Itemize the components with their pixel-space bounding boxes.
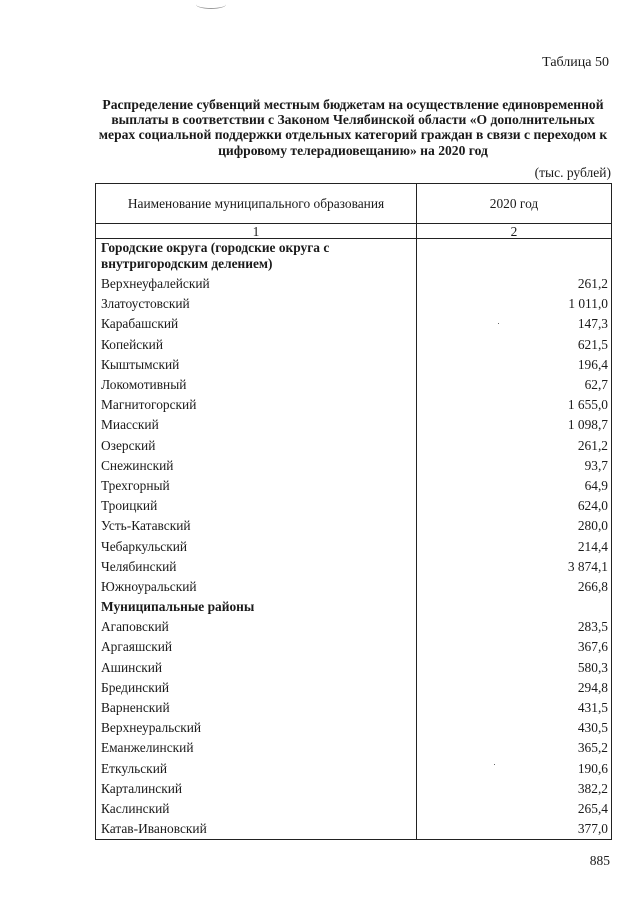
table-row	[96, 294, 612, 314]
subvention-value: 430,5	[417, 718, 612, 738]
scan-speck	[498, 323, 499, 324]
municipality-name: Верхнеуфалейский	[96, 274, 417, 294]
municipality-name: Агаповский	[96, 617, 417, 637]
subvention-value: 377,0	[417, 819, 612, 840]
municipality-name: Ашинский	[96, 658, 417, 678]
table-row	[96, 314, 612, 334]
table-row	[96, 395, 612, 415]
table-row	[96, 476, 612, 496]
table-row	[96, 759, 612, 779]
municipality-name: Еткульский	[96, 759, 417, 779]
section-header-row	[96, 597, 612, 617]
subvention-value: 265,4	[417, 799, 612, 819]
municipality-name: Трехгорный	[96, 476, 417, 496]
table-row	[96, 536, 612, 556]
table-row	[96, 698, 612, 718]
subvention-value: 261,2	[417, 436, 612, 456]
subvention-value: 147,3	[417, 314, 612, 334]
section-value-empty	[417, 597, 612, 617]
municipality-name: Брединский	[96, 678, 417, 698]
subvention-value: 214,4	[417, 536, 612, 556]
table-row	[96, 799, 612, 819]
table-row	[96, 637, 612, 657]
table-row	[96, 335, 612, 355]
subvention-value: 431,5	[417, 698, 612, 718]
municipality-name: Снежинский	[96, 456, 417, 476]
municipality-name: Златоустовский	[96, 294, 417, 314]
document-title: Распределение субвенций местным бюджетам на осуществление единовременной выплаты в соответствии с Законом Челябинской области «О дополнительных мерах социальной поддержки отдельных категорий граждан в связи с переходом к цифровому телерадиовещанию» на 2020 год	[98, 97, 608, 158]
municipality-name: Каслинский	[96, 799, 417, 819]
subvention-value: 196,4	[417, 355, 612, 375]
municipality-name: Озерский	[96, 436, 417, 456]
municipality-name: Копейский	[96, 335, 417, 355]
subvention-value: 283,5	[417, 617, 612, 637]
municipality-name: Усть-Катавский	[96, 516, 417, 536]
subvention-table	[95, 183, 612, 840]
municipality-name: Карабашский	[96, 314, 417, 334]
municipality-name: Карталинский	[96, 779, 417, 799]
subvention-value: 190,6	[417, 759, 612, 779]
table-row	[96, 496, 612, 516]
table-row	[96, 274, 612, 294]
table-row	[96, 617, 612, 637]
municipality-name: Кыштымский	[96, 355, 417, 375]
subvention-value: 621,5	[417, 335, 612, 355]
table-row	[96, 779, 612, 799]
section-header-row	[96, 239, 612, 275]
page-number: 885	[589, 853, 610, 868]
subvention-value: 93,7	[417, 456, 612, 476]
municipality-name: Южноуральский	[96, 577, 417, 597]
table-number-label: Таблица 50	[542, 55, 609, 70]
column-number-row	[96, 224, 612, 239]
municipality-name: Чебаркульский	[96, 536, 417, 556]
table-row	[96, 375, 612, 395]
table-row	[96, 577, 612, 597]
column-number-2: 2	[417, 224, 612, 239]
column-header-year: 2020 год	[417, 184, 612, 224]
municipality-name: Аргаяшский	[96, 637, 417, 657]
section-title: Городские округа (городские округа с внутригородским делением)	[96, 239, 417, 275]
subvention-value: 1 098,7	[417, 415, 612, 435]
table-row	[96, 819, 612, 840]
subvention-value: 1 011,0	[417, 294, 612, 314]
subvention-value: 382,2	[417, 779, 612, 799]
table-row	[96, 718, 612, 738]
municipality-name: Локомотивный	[96, 375, 417, 395]
scan-speck	[494, 764, 495, 765]
table-header-row	[96, 184, 612, 224]
column-number-1: 1	[96, 224, 417, 239]
section-value-empty	[417, 239, 612, 275]
subvention-value: 365,2	[417, 738, 612, 758]
subvention-value: 367,6	[417, 637, 612, 657]
table-row	[96, 738, 612, 758]
municipality-name: Верхнеуральский	[96, 718, 417, 738]
table-row	[96, 678, 612, 698]
subvention-value: 580,3	[417, 658, 612, 678]
municipality-name: Магнитогорский	[96, 395, 417, 415]
scan-artifact	[196, 0, 226, 9]
subvention-value: 64,9	[417, 476, 612, 496]
subvention-value: 261,2	[417, 274, 612, 294]
subvention-value: 266,8	[417, 577, 612, 597]
table-row	[96, 355, 612, 375]
municipality-name: Миасский	[96, 415, 417, 435]
municipality-name: Еманжелинский	[96, 738, 417, 758]
table-row	[96, 557, 612, 577]
units-note: (тыс. рублей)	[534, 165, 611, 180]
table-body	[96, 239, 612, 840]
subvention-value: 1 655,0	[417, 395, 612, 415]
subvention-value: 294,8	[417, 678, 612, 698]
municipality-name: Варненский	[96, 698, 417, 718]
column-header-name: Наименование муниципального образования	[96, 184, 417, 224]
subvention-value: 624,0	[417, 496, 612, 516]
subvention-value: 280,0	[417, 516, 612, 536]
table-row	[96, 456, 612, 476]
municipality-name: Катав-Ивановский	[96, 819, 417, 840]
table-row	[96, 436, 612, 456]
section-title: Муниципальные районы	[96, 597, 417, 617]
municipality-name: Челябинский	[96, 557, 417, 577]
subvention-value: 3 874,1	[417, 557, 612, 577]
table-row	[96, 415, 612, 435]
subvention-value: 62,7	[417, 375, 612, 395]
municipality-name: Троицкий	[96, 496, 417, 516]
table-row	[96, 516, 612, 536]
table-row	[96, 658, 612, 678]
